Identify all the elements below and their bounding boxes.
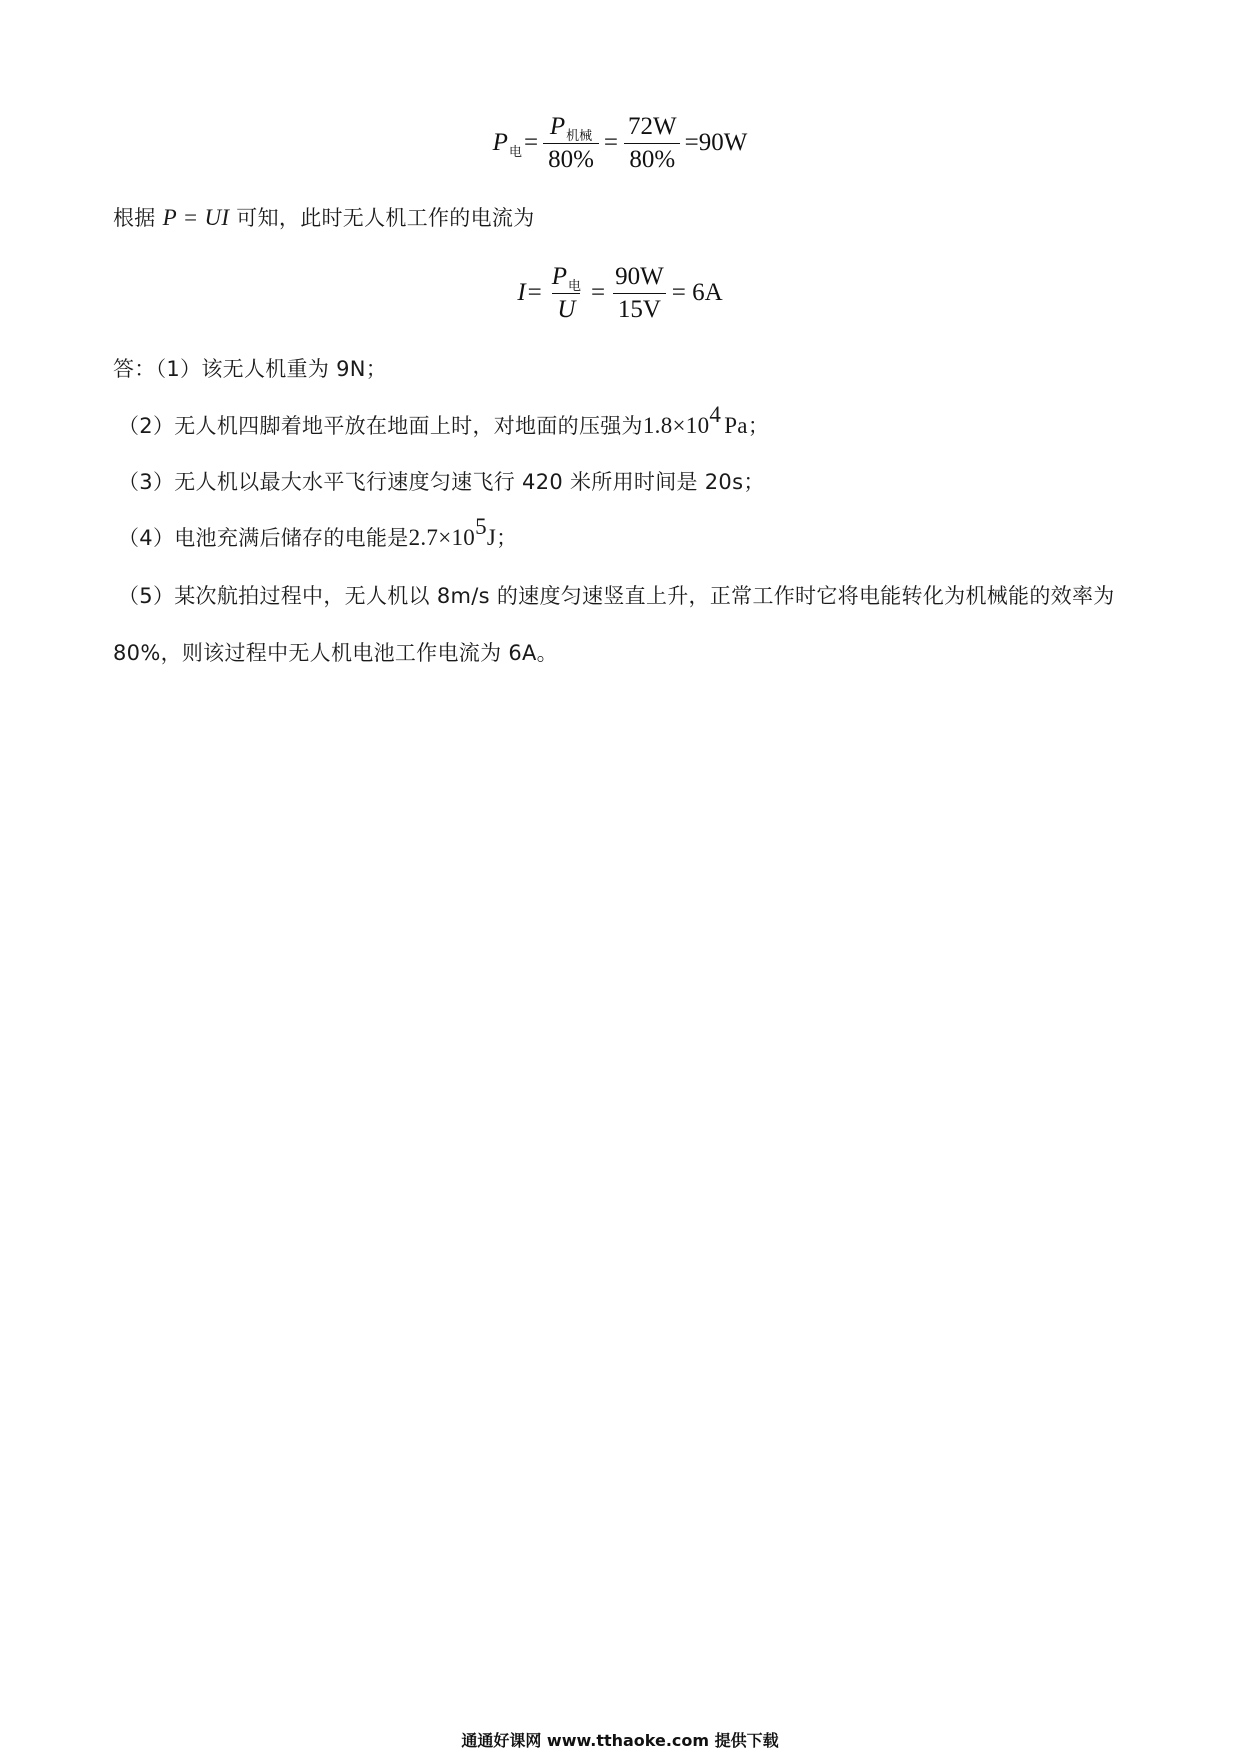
- equation-current: I = $\frac{P_电}{U}$ = $\frac{90W}{15V}$ = 6A: [517, 263, 723, 323]
- eq1-fraction-2: $\frac{72W}{80\%}$: [623, 113, 682, 173]
- answer-1: 答：（1）该无人机重为 9N；: [113, 357, 388, 381]
- answer-4: （4）电池充满后储存的电能是2.7×105J；: [118, 514, 518, 550]
- answer-5-line-2: 80%，则该过程中无人机电池工作电流为 6A。: [113, 641, 558, 665]
- eq2-fraction-1: $\frac{P_电}{U}$: [551, 263, 582, 323]
- inline-formula: P = UI: [162, 205, 230, 230]
- answer-3: （3）无人机以最大水平飞行速度匀速飞行 420 米所用时间是 20s；: [118, 470, 765, 494]
- footer-source: 通通好课网 www.tthaoke.com 提供下载: [461, 1731, 779, 1750]
- formula-line: 根据 P = UI 可知，此时无人机工作的电流为: [113, 205, 535, 230]
- eq2-result: = 6A: [671, 279, 723, 306]
- answer-5-line-1: （5）某次航拍过程中，无人机以 8m/s 的速度匀速竖直上升，正常工作时它将电能转化为机械能的效率为: [118, 584, 1115, 608]
- eq2-fraction-2: $\frac{90W}{15V}$: [610, 263, 669, 323]
- eq1-lhs: $P_电$: [492, 129, 522, 160]
- eq2-lhs: I: [517, 279, 526, 306]
- eq1-fraction-1: $\frac{P_{机械}}{80\%}$: [543, 113, 599, 173]
- eq1-result: =90W: [684, 129, 748, 156]
- answer-2: （2）无人机四脚着地平放在地面上时，对地面的压强为1.8×104 Pa；: [118, 402, 770, 438]
- equation-electric-power: $P_电$ = $\frac{P_{机械}}{80\%}$ = $\frac{72W}{80\%}$ =90W: [492, 113, 748, 173]
